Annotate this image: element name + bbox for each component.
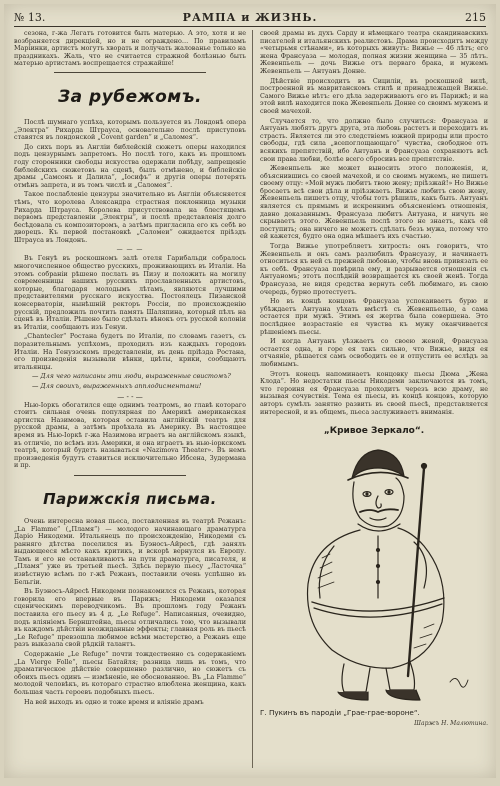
paragraph: До сихъ поръ въ Англіи библейскій сюжетъ оперы находился подъ цензурнымъ запретомъ. Но послѣ того, какъ въ прошломъ году сторонники свободы искусства одержали побѣду, запрещеніе библейскихъ сюжетовъ на сценѣ, былъ отмѣнено, и библейскіе драмы „Самсонъ и Далила“, „Іосифъ“ и другія оперы потерять отмѣнъ запрета, и въ томъ числѣ и „Саломея“. — [14, 142, 246, 189]
caricature-credit: Шаржъ Н. Малютина. — [414, 720, 488, 728]
left-column — [14, 30, 246, 770]
paragraph: „Chantecler“ Ростана будетъ по Италіи, по словамъ газетъ, съ поразительнымъ успѣхомъ, проходилъ изъ каждыхъ городовъ Италіи. На Генуэзскомъ представленіи, въ день пріѣзда Ростана, его произведенія вызывали вѣнки, цвѣты, крики, сообщаютъ итальянцы. — [14, 332, 246, 371]
divider — [54, 72, 206, 73]
running-title: РАМПА и ЖИЗНЬ. — [182, 11, 318, 24]
paragraph: Нью-Іоркъ обогатился еще однимъ театромъ, во главѣ котораго стоитъ сильная очень популярная по Америкѣ американская артистка Назимова, которая оставила англійскій театръ для русской драмы, а затѣмъ проѣхала въ Америку. Въ настоящее время въ Нью-Іоркѣ г-жа Назимова играетъ на англійскомъ языкѣ, въ отличіе, по всѣмъ изъ Америки, и она играетъ въ нью-іоркскомъ театрѣ, который будетъ называться «Nazimova Theater». Въ немъ произведенія будутъ ставиться исключительно Ибсена, Зудермана и пр. — [14, 400, 246, 470]
paragraph: Въ Генуѣ въ роскошномъ залѣ отеля Гарибальди собралось многочисленное общество русскихъ, проживающихъ въ Италіи. На этомъ собраніи рѣшено послать въ Пизу и положить на могилу современницы нашихъ русскихъ прославленныхъ артистовъ, которые, благодаря молодымъ лѣтамъ, являются лучшими представителями русскаго искусства. Постоялецъ Пизанской консерваторіи, нынѣшній ректоръ Россіи, по происхожденію русскій, предложилъ почтить память Шаляпина, который пѣлъ на сценѣ въ Италіи. Рѣшено было сдѣлать вѣнокъ отъ русской колоніи въ Италіи, сообщаютъ изъ Генуи. — [14, 254, 246, 331]
quote-line: — Для чего написаны эти люди, выраженные свистомъ? — [32, 372, 231, 381]
section-title-paris-letters: Парижскія письма. — [43, 489, 217, 508]
paragraph: И когда Антуанъ уѣзжаетъ со своею женой, Франсуаза остается одна, и горе ея такъ сильно, что Вижье, видя ея отчаяніе, рѣшается самъ освободить ее и отпустить ее вслѣдъ за любимымъ. — [260, 337, 488, 368]
paragraph: своей драмы въ духъ Сарду и нѣмецкаго театра скандинавскихъ писателей и итальянскихъ реалистовъ. Драма происходитъ между «четырьмя стѣнами», въ которыхъ живутъ: Вижье — 46 лѣтъ; его жена Франсуаза — молодая, полная жизни женщина — 35 лѣтъ. Жевенпьель — дочь Вижье отъ перваго брака, и мужемъ Жевенпьель — Антуанъ Донне. — [260, 30, 488, 75]
paragraph: Въ Буэносъ-Айресѣ Никодеми познакомился съ Режанъ, которая говорила его впервые въ Парижъ; Никодеми оказался сценическимъ переводчикомъ. Въ прошломъ году Режанъ поставила его пьесу въ 4 д. „Le Refuge“. Написанныя, очевидно, подъ вліяніемъ Бернштейна, пьесы отличались тою, что вызывали въ каждомъ дѣйствіи неожиданные эффекты; главная роль въ пьесѣ „Le Refuge“ превзошла любимое всѣми мастерство, а Режанъ еще разъ выказала свой рѣдкій талантъ. — [14, 587, 246, 649]
paragraph: Очень интересна новая пьеса, поставленная въ театрѣ Режанъ: „La Flamme“ („Пламя“) — молодого начинающаго драматурга Даріо Никодеми. Итальянецъ по происхожденію, Никодеми съ ранняго дѣтства поселился въ Буэносъ-Айресѣ, гдѣ занялъ выдающееся мѣсто какъ критикъ, и вскорѣ вернулся въ Европу. Тамъ и его не останавливаютъ на пути драматурга, писателя, и „Пламя“ уже въ третьей пьесѣ. Здѣсь первую пьесу „Ласточка“ извѣстную всѣмъ по г-жѣ Режанъ, поставили очень успѣшно въ Бельгіи. — [14, 516, 246, 586]
paragraph: Такое послабленіе цензуры значительно въ Англіи объясняется тѣмъ, что королева Александра страстная поклонница музыки Рихарда Штрауса. Королева присутствовала на блестящемъ первомъ представленіи „Электры“, и послѣ представленія долго бесѣдовала съ композиторомъ, а затѣмъ пригласила его къ себѣ во дворецъ. Къ первой постановкѣ „Саломеи“ ожидается пріѣздъ Штрауса въ Лондонъ. — [14, 190, 246, 244]
paragraph: На вей выходъ въ одно и тоже время и вліяніе драмъ — [24, 697, 204, 706]
caricature-caption: Г. Пукинъ въ пародіи „Грае-грае-вороне“. — [260, 708, 420, 718]
paragraph: Случается то, что должно было случиться: Франсуаза и Антуанъ любятъ другъ друга, эта любовь растетъ и переходитъ въ страсть. Является ли это следствіемъ южной природы или просто свободы, гдѣ сила „всепоглощающаго“ чувства, свободное отъ всякихъ препятствій, ибо Антуанъ и Франсуаза сохраняютъ всѣ свои права любви, болѣе всего сбросивъ все препятствіе. — [260, 116, 488, 163]
page-number: 215 — [465, 11, 486, 24]
paragraph: Дѣйствіе происходитъ въ Сициліи, въ роскошной вилѣ, построенной въ мавританскомъ стилѣ и принадлежащей Вижье. Самого Вижье нѣтъ: его дѣла задерживаютъ его въ Парижѣ; и на этой вилѣ находится пока Жевенпьель Донне со своимъ мужемъ и своей мачехой. — [260, 76, 488, 115]
paragraph: Тогда Вижье употребляетъ хитрость: онъ говоритъ, что Жевенпьель и онъ самъ разлюбилъ Франсуазу, и начинаетъ относиться къ ней съ прежней любовью, чтобы вновь привязать ее къ себѣ. Франсуаза повѣрила ему, и разрывается отношенія съ Антуаномъ; этотъ послѣдній возвращается къ своей женѣ. Тогда Франсуаза, не видя средства вернуть себѣ любимаго, въ свою очередь, бурно протестуетъ. — [260, 242, 488, 296]
paragraph: Этотъ конецъ напоминаетъ концовку пьесы Дюма „Жена Клода“. Но недостатки пьесы Никодеми заключаются въ томъ, что героиня ея Франсуаза проходитъ черезъ всю драму, не вызывая сочувствія. Тема ея пьесы, въ концѣ концовъ, которую авторъ сумѣлъ занятно развить въ своей пьесѣ, представляется интересной, и въ общемъ, пьеса заслуживаетъ вниманія. — [260, 369, 488, 416]
divider — [74, 475, 186, 476]
separator: — ‑ ‑ — — [117, 392, 143, 401]
intro-paragraph: сезона, г-жа Легатъ готовится быть матерью. А это, хотя и не возбраняется дирекціей, но и не ограждено… По правиламъ Маріинки, артистъ могутъ хворать и получать жалованье только на праздникахъ. Жаль, что не считается стражной болѣзнью быть матерью артистамъ воспрещается стражайше! — [14, 30, 246, 68]
caricature-drawing — [274, 438, 474, 708]
separator: — — — — [116, 246, 144, 254]
caricature-title: „Кривое Зеркало“. — [323, 426, 425, 437]
quote-line: — Для своихъ, выраженныхъ апплодисментами! — [32, 381, 202, 390]
newspaper-page — [4, 4, 496, 778]
paragraph: Содержаніе „Le Refuge“ почти тождественно съ содержаніемъ „La Vierge Folle“, пьесы Батайля; разница лишь въ томъ, что драматическое дѣйствіе совершенно различно, но сюжетъ съ обоихъ пьесъ одинъ — измѣненіе, не обоснованное. Въ „La Flamme“ молодой человѣкъ, въ котораго страстно влюблена женщина, какъ большая часть героевъ подобныхъ пьесъ. — [14, 650, 246, 696]
page-header — [14, 10, 486, 27]
paragraph: Жевенпьель же может выносить этого положенія, и, объяснившись со своей мачехой, и со своимъ мужемъ, не пишетъ своему отцу: «Мой мужъ любитъ твою жену; пріѣзжай!» Но Вижье бросаетъ всѣ свои дѣла и пріѣзжаетъ. Вижье любитъ свою жену, Жевенпьель пишетъ отцу, чтобы тотъ рѣшилъ, какъ быть. Антуанъ является съ прямымъ и искреннимъ объясненіемъ отношенія, давно доказаннымъ. Франсуаза любитъ Антуана, и ничуть не скрываетъ этого. Жевенпьель послѣ этого не знаетъ, какъ ей поступить; она ничего не можетъ сдѣлать безъ мужа, потому что ей кажется, будто она одна мѣшаетъ ихъ счастью. — [260, 164, 488, 241]
right-column — [260, 30, 488, 770]
column-rule — [252, 30, 253, 768]
paragraph: Но въ концѣ концовъ Франсуаза успокаиваетъ бурю и убѣждаетъ Антуана уѣхать вмѣстѣ съ Жевенпьелью, а сама остается при мужѣ. Этимъ ея жертва была совершена. Это послѣднее возрастаніе ея чувства къ мужу оканчивается рѣшеніемъ пьесы. — [260, 297, 488, 336]
paragraph: Послѣ шумнаго успѣха, которымъ пользуется въ Лондонѣ опера „Электра“ Рихарда Штрауса, основательно послѣ приступовъ ставятся въ лондонской „Covent garden“ и „Саломея“. — [14, 117, 246, 142]
issue-number: № 13. — [14, 11, 46, 24]
section-title-abroad: За рубежомъ. — [58, 86, 202, 107]
